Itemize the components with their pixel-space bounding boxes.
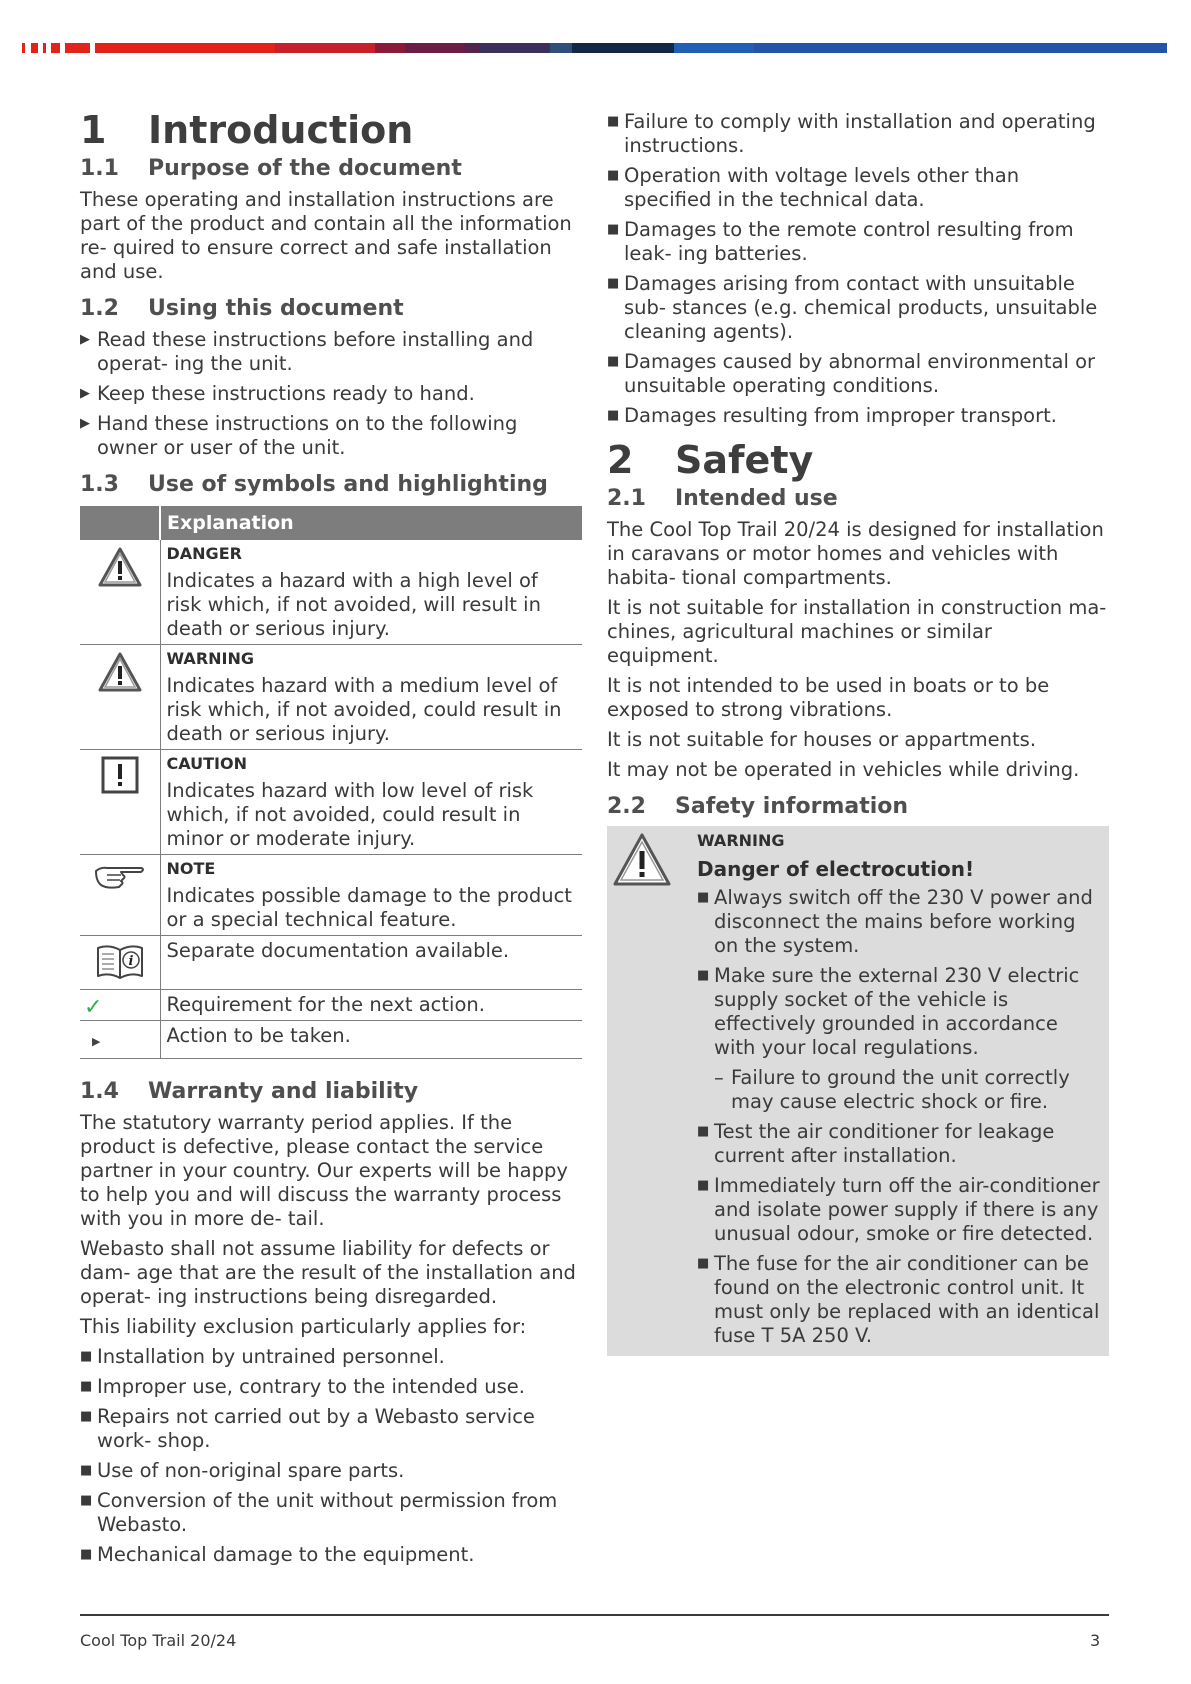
safety-warning-box bbox=[607, 826, 1109, 1356]
row-text: Action to be taken. bbox=[166, 1024, 351, 1047]
bar-segment bbox=[405, 43, 465, 53]
square-bullet-icon: ■ bbox=[607, 354, 620, 369]
using-document-list bbox=[80, 328, 582, 460]
table-row bbox=[80, 990, 582, 1021]
bar-segment bbox=[480, 43, 550, 53]
bar-tick bbox=[31, 43, 38, 53]
heading-number: 2.2 bbox=[607, 794, 646, 819]
square-bullet-icon: ■ bbox=[607, 408, 620, 423]
bar-segment bbox=[674, 43, 754, 53]
heading-title: Safety bbox=[675, 438, 814, 482]
list-item: ■ Improper use, contrary to the intended use. bbox=[80, 1375, 525, 1398]
square-bullet-icon: ■ bbox=[697, 1256, 710, 1271]
intended-use-paragraph: It may not be operated in vehicles while driving. bbox=[607, 758, 1080, 781]
section-2-2-heading bbox=[607, 792, 1109, 822]
heading-number: 2 bbox=[607, 438, 634, 482]
page-number: 3 bbox=[1090, 1631, 1101, 1650]
square-bullet-icon: ■ bbox=[607, 114, 620, 129]
bar-tick bbox=[51, 43, 60, 53]
row-label: CAUTION bbox=[166, 754, 247, 773]
row-label: WARNING bbox=[166, 649, 254, 668]
bar-tick bbox=[65, 43, 90, 53]
table-header-row bbox=[80, 506, 582, 540]
row-text: Separate documentation available. bbox=[166, 939, 510, 962]
list-item: ■ Test the air conditioner for leakage current after installation. bbox=[697, 1120, 1055, 1167]
arrow-right-icon: ▶ bbox=[80, 416, 90, 431]
warning-triangle-icon bbox=[97, 651, 143, 693]
heading-number: 1.4 bbox=[80, 1079, 119, 1104]
bar-tick bbox=[43, 43, 46, 53]
list-item: ■ Installation by untrained personnel. bbox=[80, 1345, 445, 1368]
list-item: ▶ Keep these instructions ready to hand. bbox=[80, 382, 475, 405]
list-item: ■ Conversion of the unit without permission from Webasto. bbox=[80, 1489, 558, 1536]
square-bullet-icon: ■ bbox=[80, 1379, 93, 1394]
bar-segment bbox=[375, 43, 405, 53]
arrow-right-icon: ▶ bbox=[80, 386, 90, 401]
bar-segment bbox=[465, 43, 480, 53]
table-row bbox=[80, 540, 582, 645]
warning-title: Danger of electrocution! bbox=[697, 857, 975, 881]
list-item: ■ Failure to comply with installation and operating instructions. bbox=[607, 110, 1096, 157]
top-color-bar bbox=[22, 43, 1167, 53]
list-item: ■ Operation with voltage levels other than specified in the technical data. bbox=[607, 164, 1020, 211]
table-row bbox=[80, 1021, 582, 1059]
table-header-explanation: Explanation bbox=[160, 506, 582, 540]
warranty-paragraph: The statutory warranty period applies. If the product is defective, please contact the service partner in your country. Our experts will be happy to help you and will discuss the warranty process with you in more de- tail. bbox=[80, 1111, 568, 1230]
square-bullet-icon: ■ bbox=[607, 276, 620, 291]
warning-label: WARNING bbox=[697, 831, 785, 850]
info-book-icon bbox=[94, 942, 146, 982]
bar-segment bbox=[572, 43, 674, 53]
section-2-heading bbox=[607, 438, 1109, 482]
table-row bbox=[80, 645, 582, 750]
purpose-paragraph: These operating and installation instructions are part of the product and contain all the information re- quired to ensure correct and safe installation and use. bbox=[80, 188, 572, 283]
square-bullet-icon: ■ bbox=[80, 1547, 93, 1562]
intended-use-paragraph: It is not suitable for houses or appartments. bbox=[607, 728, 1037, 751]
table-row bbox=[80, 750, 582, 855]
row-text: Indicates possible damage to the product or a special technical feature. bbox=[166, 884, 572, 931]
pointing-hand-icon bbox=[93, 861, 147, 891]
heading-title: Use of symbols and highlighting bbox=[148, 472, 548, 497]
row-label: NOTE bbox=[166, 859, 216, 878]
row-label: DANGER bbox=[166, 544, 242, 563]
heading-title: Introduction bbox=[148, 108, 414, 152]
list-item: ▶ Hand these instructions on to the following owner or user of the unit. bbox=[80, 412, 518, 459]
square-bullet-icon: ■ bbox=[80, 1493, 93, 1508]
checkmark-icon: ✓ bbox=[84, 995, 103, 1020]
section-1-heading bbox=[80, 108, 582, 152]
heading-number: 1.2 bbox=[80, 296, 119, 321]
heading-title: Safety information bbox=[675, 794, 909, 819]
square-bullet-icon: ■ bbox=[697, 1124, 710, 1139]
bar-tick bbox=[22, 43, 25, 53]
square-bullet-icon: ■ bbox=[697, 1178, 710, 1193]
section-1-2-heading bbox=[80, 294, 582, 324]
table-header-symbol bbox=[80, 506, 160, 540]
danger-warning-triangle-icon bbox=[97, 546, 143, 588]
section-1-3-heading bbox=[80, 470, 582, 500]
svg-text:i: i bbox=[128, 954, 134, 969]
bar-segment bbox=[275, 43, 375, 53]
heading-number: 1.1 bbox=[80, 156, 119, 181]
section-1-1-heading bbox=[80, 154, 582, 184]
heading-number: 1.3 bbox=[80, 472, 119, 497]
right-column bbox=[607, 110, 1109, 1356]
row-text: Indicates hazard with low level of risk which, if not avoided, could result in minor or moderate injury. bbox=[166, 779, 534, 850]
exclusion-intro: This liability exclusion particularly applies for: bbox=[80, 1315, 527, 1338]
arrow-right-icon: ▶ bbox=[92, 1035, 101, 1048]
square-bullet-icon: ■ bbox=[697, 890, 710, 905]
bar-segment bbox=[754, 43, 1167, 53]
square-bullet-icon: ■ bbox=[80, 1463, 93, 1478]
square-bullet-icon: ■ bbox=[80, 1409, 93, 1424]
warning-triangle-icon bbox=[611, 832, 673, 888]
square-bullet-icon: ■ bbox=[697, 968, 710, 983]
list-item: ■ The fuse for the air conditioner can be found on the electronic control unit. It must only be replaced with an identical fuse T 5A 250 V. bbox=[697, 1252, 1100, 1347]
symbols-table bbox=[80, 506, 582, 1059]
square-bullet-icon: ■ bbox=[607, 222, 620, 237]
sub-list-item: – Failure to ground the unit correctly may cause electric shock or fire. bbox=[714, 1066, 1070, 1113]
intended-use-paragraph: It is not intended to be used in boats or to be exposed to strong vibrations. bbox=[607, 674, 1050, 721]
caution-exclamation-icon bbox=[101, 756, 139, 794]
table-row bbox=[80, 936, 582, 990]
list-item: ■ Repairs not carried out by a Webasto service work- shop. bbox=[80, 1405, 535, 1452]
section-1-4-heading bbox=[80, 1077, 582, 1107]
list-item: ■ Damages resulting from improper transport. bbox=[607, 404, 1057, 427]
table-row bbox=[80, 855, 582, 936]
bar-segment bbox=[550, 43, 572, 53]
list-item: ■ Use of non-original spare parts. bbox=[80, 1459, 405, 1482]
heading-title: Purpose of the document bbox=[148, 156, 462, 181]
row-text: Indicates hazard with a medium level of risk which, if not avoided, could result in death or serious injury. bbox=[166, 674, 562, 745]
footer-divider bbox=[80, 1614, 1109, 1616]
list-item: ■ Mechanical damage to the equipment. bbox=[80, 1543, 475, 1566]
list-item: ■ Damages caused by abnormal environmental or unsuitable operating conditions. bbox=[607, 350, 1096, 397]
list-item: ▶ Read these instructions before installing and operat- ing the unit. bbox=[80, 328, 534, 375]
heading-title: Warranty and liability bbox=[148, 1079, 419, 1104]
exclusion-list bbox=[80, 1345, 582, 1567]
liability-paragraph: Webasto shall not assume liability for defects or dam- age that are the result of the installation and operat- ing instructions being disregarded. bbox=[80, 1237, 576, 1308]
square-bullet-icon: ■ bbox=[80, 1349, 93, 1364]
footer-product-name: Cool Top Trail 20/24 bbox=[80, 1631, 237, 1650]
intended-use-paragraph: The Cool Top Trail 20/24 is designed for installation in caravans or motor homes and vehicles with habita- tional compartments. bbox=[607, 518, 1104, 589]
heading-number: 2.1 bbox=[607, 486, 646, 511]
heading-title: Intended use bbox=[675, 486, 838, 511]
list-item: ■ Always switch off the 230 V power and disconnect the mains before working on the system. bbox=[697, 886, 1093, 957]
bar-segment bbox=[95, 43, 275, 53]
row-text: Indicates a hazard with a high level of risk which, if not avoided, will result in death or serious injury. bbox=[166, 569, 541, 640]
heading-number: 1 bbox=[80, 108, 107, 152]
section-2-1-heading bbox=[607, 484, 1109, 514]
list-item: ■ Make sure the external 230 V electric supply socket of the vehicle is effectively grounded in accordance with your local regulations. bbox=[697, 964, 1080, 1059]
dash-bullet-icon: – bbox=[714, 1066, 724, 1089]
arrow-right-icon: ▶ bbox=[80, 332, 90, 347]
list-item: ■ Immediately turn off the air-conditioner and isolate power supply if there is any unusual odour, smoke or fire detected. bbox=[697, 1174, 1100, 1245]
square-bullet-icon: ■ bbox=[607, 168, 620, 183]
intended-use-paragraph: It is not suitable for installation in construction ma- chines, agricultural machines or similar equipment. bbox=[607, 596, 1107, 667]
left-column bbox=[80, 108, 582, 1573]
list-item: ■ Damages to the remote control resulting from leak- ing batteries. bbox=[607, 218, 1074, 265]
heading-title: Using this document bbox=[148, 296, 404, 321]
list-item: ■ Damages arising from contact with unsuitable sub- stances (e.g. chemical products, unsuitable cleaning agents). bbox=[607, 272, 1098, 343]
row-text: Requirement for the next action. bbox=[166, 993, 485, 1016]
exclusion-list-continued bbox=[607, 110, 1109, 428]
